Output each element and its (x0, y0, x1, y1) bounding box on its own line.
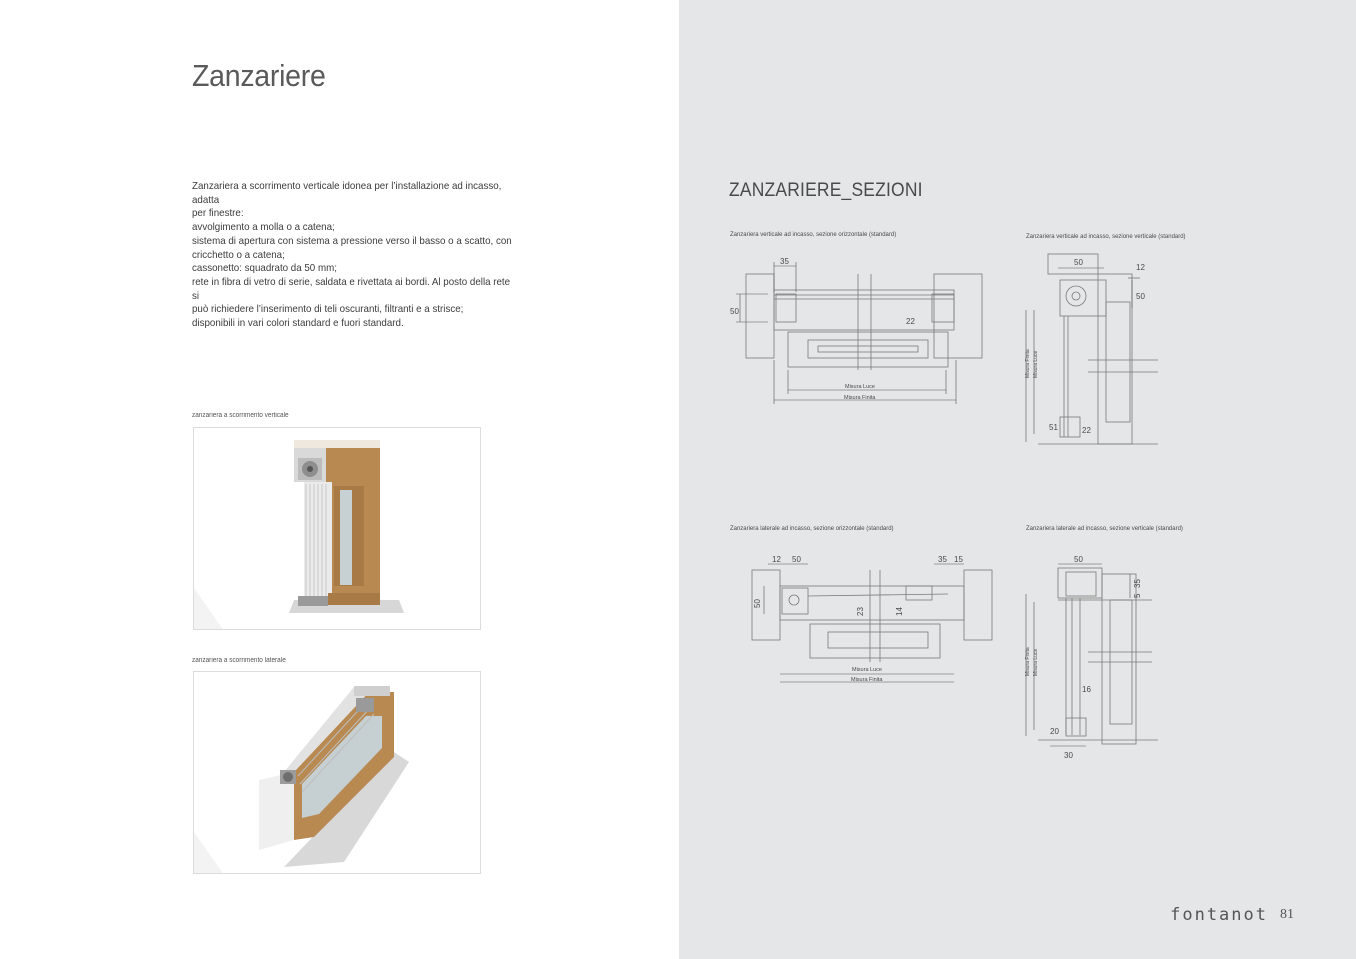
dim-label: 50 (753, 599, 762, 608)
dim-label: 22 (906, 317, 915, 326)
page-number: 81 (1280, 907, 1294, 922)
lateral-screen-image (194, 672, 481, 874)
footer (1170, 905, 1294, 925)
dim-label: 16 (1082, 685, 1091, 694)
dim-label: 50 (1074, 258, 1083, 267)
dim-label: Misura Luce (852, 667, 882, 673)
description-line: cassonetto: squadrato da 50 mm; (192, 262, 337, 275)
description-line: disponibili in vari colori standard e fuori standard. (192, 317, 404, 330)
description-line: può richiedere l’inserimento di teli oscuranti, filtranti e a strisce; (192, 303, 464, 316)
photo-caption-vertical: zanzariera a scorrimento verticale (192, 412, 289, 419)
dim-label: 51 (1049, 423, 1058, 432)
photo-lateral-screen (193, 671, 481, 874)
dim-label: 23 (856, 607, 865, 616)
description-line: rete in fibra di vetro di serie, saldata e rivettata ai bordi. Al posto della rete si (192, 275, 511, 302)
dim-label: 20 (1050, 727, 1059, 736)
dim-label: Misura Finita (1025, 349, 1031, 378)
dim-label: 12 (1136, 263, 1145, 272)
dim-label: 50 (792, 555, 801, 564)
dim-label: 30 (1064, 751, 1073, 760)
description-text (192, 180, 513, 331)
dim-label: 50 (1136, 292, 1145, 301)
dim-label: 5 (1133, 593, 1142, 598)
drawing-vertical-horizontal-section (728, 252, 988, 417)
drawing-lateral-vertical-section (1018, 550, 1178, 770)
dim-label: 35 (780, 257, 789, 266)
description-line: sistema di apertura con sistema a pressione verso il basso o a scatto, con (192, 234, 512, 247)
page-title: Zanzariere (192, 58, 326, 93)
drawing-lateral-horizontal-section (748, 550, 998, 695)
description-line: Zanzariera a scorrimento verticale idonea per l’installazione ad incasso, adatta (192, 180, 502, 206)
right-page (679, 0, 1356, 959)
description-line: avvolgimento a molla o a catena; (192, 221, 335, 234)
dim-label: 12 (772, 555, 781, 564)
dim-label: Misura Luce (1033, 648, 1039, 676)
drawing-label-vertical-horizontal: Zanzariera verticale ad incasso, sezione orizzontale (standard) (730, 231, 897, 238)
dim-label: 14 (895, 607, 904, 616)
dim-label: Misura Finita (851, 677, 883, 683)
description-line: cricchetto o a catena; (192, 248, 285, 261)
photo-vertical-screen (193, 427, 481, 630)
dim-label: 35 (938, 555, 947, 564)
dim-label: Misura Luce (1033, 350, 1039, 378)
drawing-vertical-vertical-section (1018, 252, 1178, 457)
section-title: ZANZARIERE_SEZIONI (729, 180, 923, 201)
photo-caption-lateral: zanzariera a scorrimento laterale (192, 657, 286, 664)
drawing-label-lateral-horizontal: Zanzariera laterale ad incasso, sezione orizzontale (standard) (730, 525, 894, 532)
brand-logo: fontanot (1170, 905, 1268, 925)
vertical-screen-image (194, 428, 481, 630)
dim-label: 50 (1074, 555, 1083, 564)
dim-label: 35 (1133, 579, 1142, 588)
dim-label: 50 (730, 307, 739, 316)
dim-label: Misura Finita (844, 395, 876, 401)
description-line: per finestre: (192, 207, 244, 220)
drawing-label-vertical-vertical: Zanzariera verticale ad incasso, sezione verticale (standard) (1026, 233, 1186, 240)
drawing-label-lateral-vertical: Zanzariera laterale ad incasso, sezione verticale (standard) (1026, 525, 1183, 532)
dim-label: 22 (1082, 426, 1091, 435)
dim-label: Misura Luce (845, 384, 875, 390)
dim-label: 15 (954, 555, 963, 564)
dim-label: Misura Finita (1025, 647, 1031, 676)
